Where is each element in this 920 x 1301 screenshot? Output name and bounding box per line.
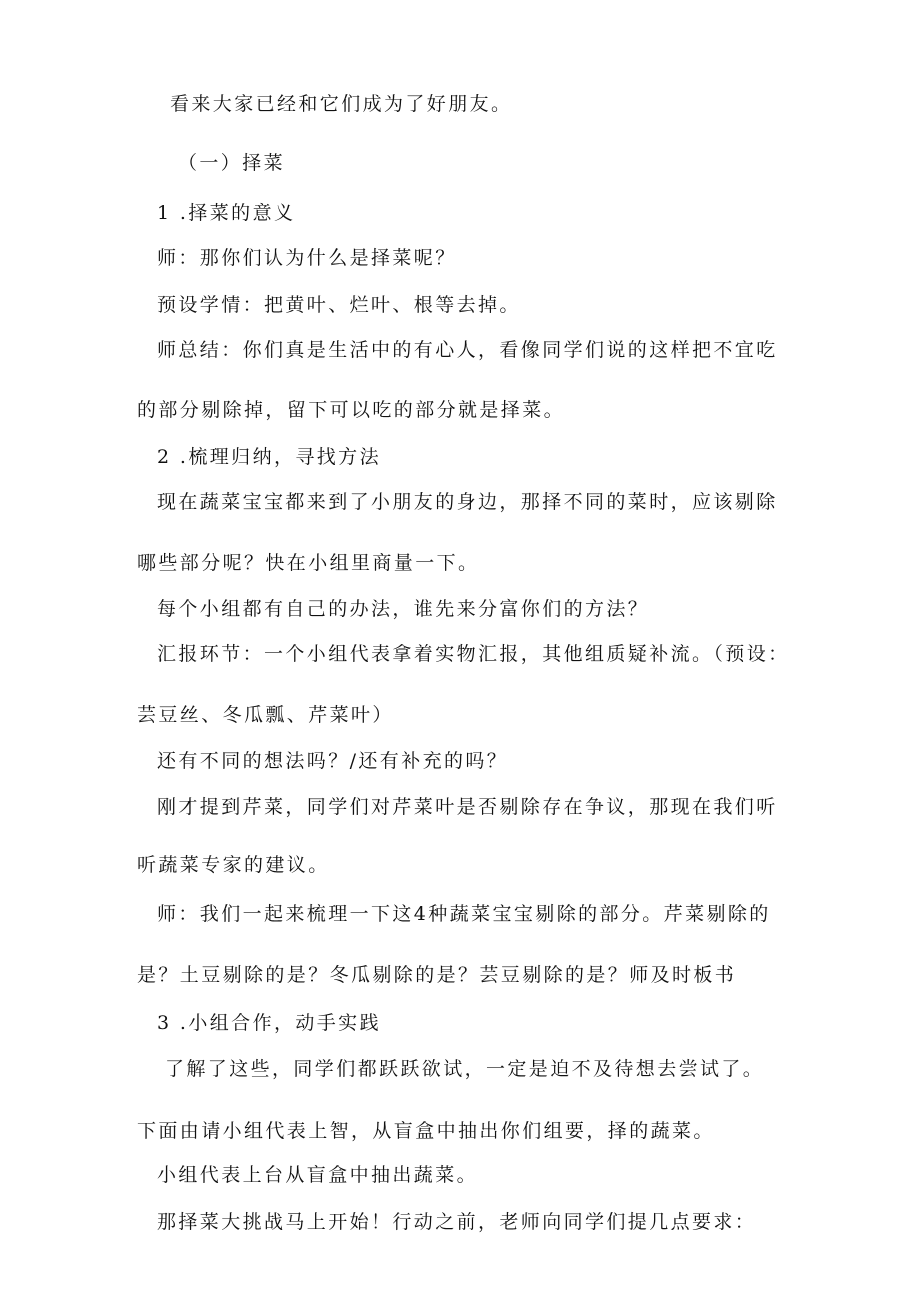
paragraph-line: 师：我们一起来梳理一下这4种蔬菜宝宝剔除的部分。芹菜剔除的 [157, 903, 771, 925]
paragraph-line: 芸豆丝、冬瓜瓢、芹菜叶） [137, 704, 394, 726]
paragraph-line: 汇报环节：一个小组代表拿着实物汇报，其他组质疑补流。（预设： [157, 643, 790, 665]
paragraph-line: 是？土豆剔除的是？冬瓜剔除的是？芸豆剔除的是？师及时板书 [137, 964, 737, 986]
subsection-heading: 3 .小组合作，动手实践 [157, 1012, 381, 1034]
paragraph-line: 那择菜大挑战马上开始！行动之前，老师向同学们提几点要求： [157, 1211, 757, 1233]
paragraph-line: 还有不同的想法吗？/还有补充的吗？ [157, 750, 509, 772]
paragraph-line: 小组代表上台从盲盒中抽出蔬菜。 [157, 1164, 479, 1186]
paragraph-line: 师：那你们认为什么是择菜呢？ [157, 247, 457, 269]
paragraph-line: 听蔬菜专家的建议。 [137, 854, 330, 876]
paragraph-line: 每个小组都有自己的办法，谁先来分富你们的方法？ [157, 598, 650, 620]
paragraph-line: 下面由请小组代表上智，从盲盒中抽出你们组要，择的蔬菜。 [137, 1120, 715, 1142]
section-heading: （一）择菜 [178, 152, 286, 174]
paragraph-line: 了解了这些，同学们都跃跃欲试，一定是迫不及待想去尝试了。 [165, 1058, 765, 1080]
paragraph-line: 现在蔬菜宝宝都来到了小朋友的身边，那择不同的菜时，应该剔除 [157, 491, 778, 513]
paragraph-line: 看来大家已经和它们成为了好朋友。 [170, 93, 513, 115]
subsection-heading: 1 .择菜的意义 [157, 202, 296, 224]
subsection-heading: 2 .梳理归纳，寻找方法 [157, 446, 381, 468]
paragraph-line: 刚才提到芹菜，同学们对芹菜叶是否剔除存在争议，那现在我们听 [157, 796, 778, 818]
paragraph-line: 哪些部分呢？快在小组里商量一下。 [137, 552, 480, 574]
paragraph-line: 的部分剔除掉，留下可以吃的部分就是择菜。 [137, 399, 566, 421]
paragraph-line: 预设学情：把黄叶、烂叶、根等去掉。 [157, 294, 521, 316]
paragraph-line: 师总结：你们真是生活中的有心人，看像同学们说的这样把不宜吃 [157, 339, 778, 361]
